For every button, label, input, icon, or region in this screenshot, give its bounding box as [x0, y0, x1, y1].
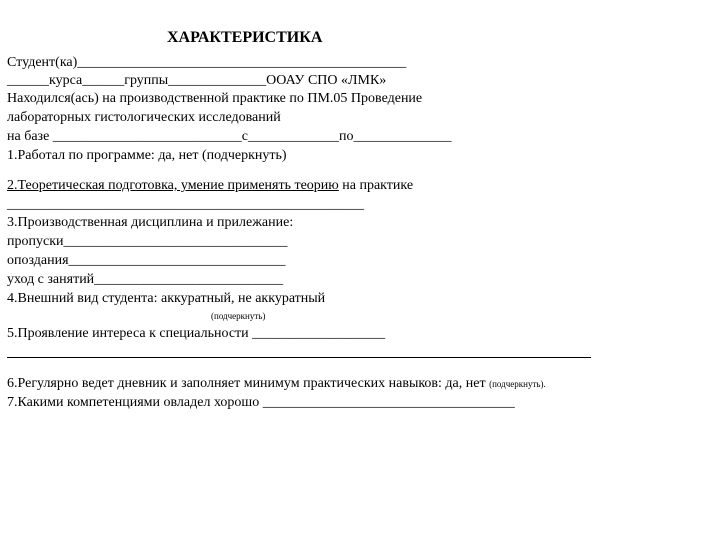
item-1-program: 1.Работал по программе: да, нет (подчеркнуть): [7, 148, 287, 163]
item-6-main-text: 6.Регулярно ведет дневник и заполняет минимум практических навыков: да, нет: [7, 376, 490, 391]
practice-line-2: лабораторных гистологических исследований: [7, 110, 281, 125]
item-2-underlined-text: 2.Теоретическая подготовка, умение применять теорию: [7, 178, 339, 193]
course-group-line: ______курса______группы______________ООАУ СПО «ЛМК»: [7, 73, 387, 88]
leaving-class-line: уход с занятий___________________________: [7, 272, 284, 287]
item-2-rest-text: на практике: [338, 178, 414, 193]
lateness-line: опоздания_______________________________: [7, 253, 286, 268]
absences-line: пропуски________________________________: [7, 234, 288, 249]
item-2-theory: [7, 178, 413, 194]
item-6-note: (подчеркнуть).: [489, 379, 546, 389]
document-title: ХАРАКТЕРИСТИКА: [167, 29, 323, 46]
item-4-appearance: 4.Внешний вид студента: аккуратный, не аккуратный: [7, 291, 326, 306]
practice-line-1: Находился(ась) на производственной практике по ПМ.05 Проведение: [7, 91, 423, 106]
item-2-blank-line: ___________________________________________________: [7, 197, 364, 212]
student-line: Студент(ка)_______________________________________________: [7, 55, 407, 70]
item-3-discipline: 3.Производственная дисциплина и прилежание:: [7, 215, 294, 230]
item-6-diary: [7, 376, 546, 392]
item-4-note: (подчеркнуть): [211, 311, 266, 321]
item-5-blank-rule: [7, 357, 591, 358]
practice-base-line: на базе ___________________________с_____________по______________: [7, 129, 452, 144]
item-5-interest: 5.Проявление интереса к специальности ___________________: [7, 326, 386, 341]
item-7-competencies: 7.Какими компетенциями овладел хорошо ____________________________________: [7, 395, 515, 410]
